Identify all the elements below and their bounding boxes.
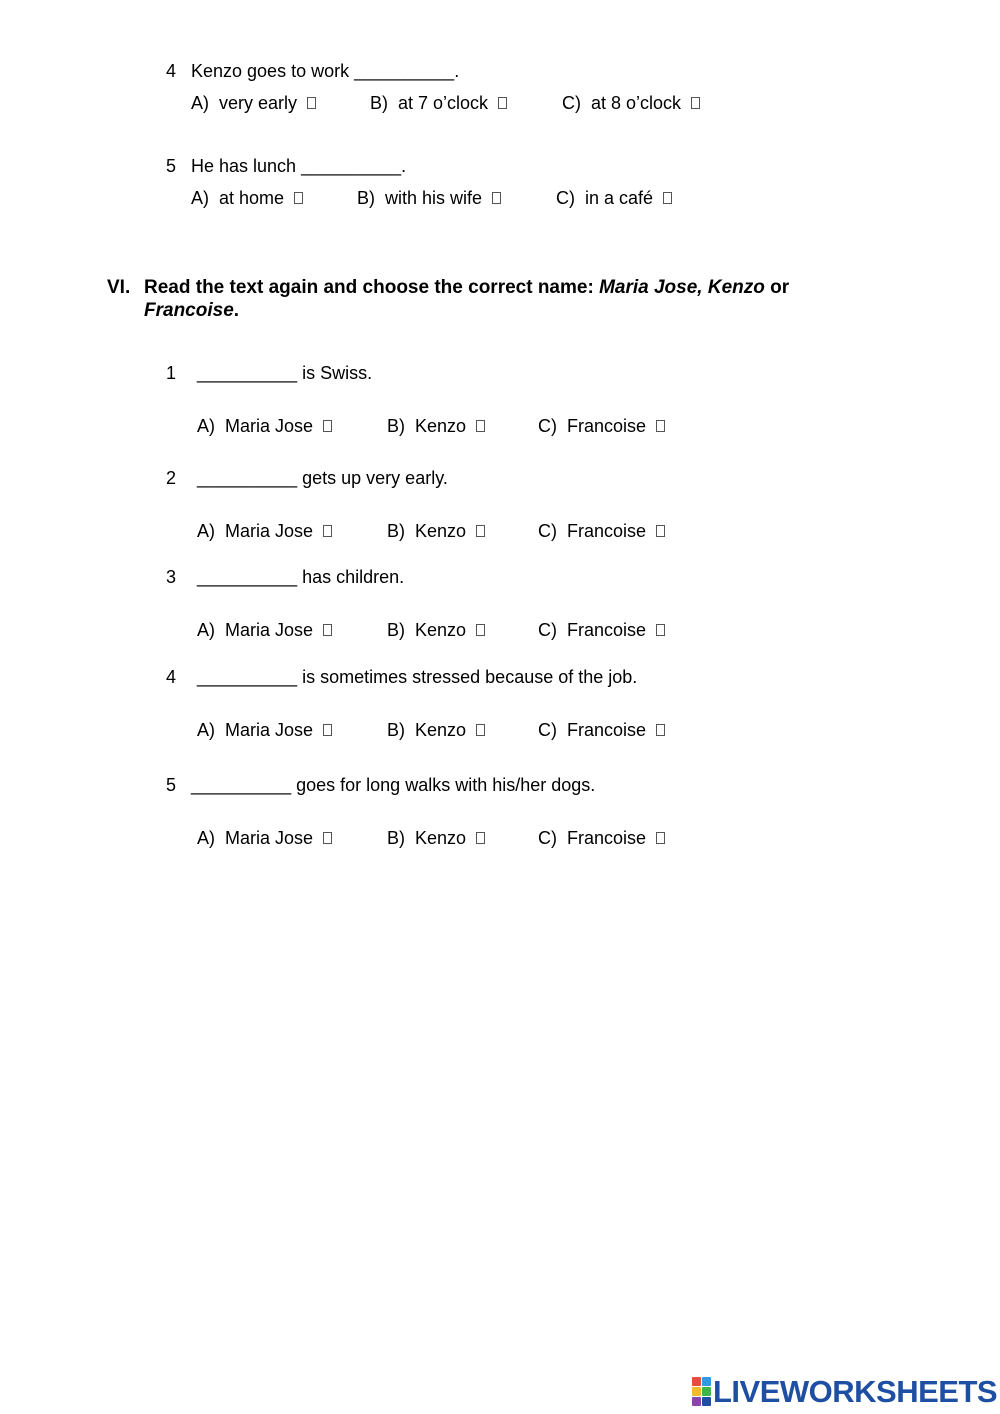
question-number: 1 xyxy=(166,363,177,383)
checkbox[interactable] xyxy=(476,724,485,736)
checkbox[interactable] xyxy=(323,420,332,432)
question-text: Kenzo goes to work __________. xyxy=(191,61,460,81)
checkbox[interactable] xyxy=(498,97,507,109)
option-a[interactable]: A) Maria Jose xyxy=(197,621,332,639)
checkbox[interactable] xyxy=(294,192,303,204)
section-numeral: VI. xyxy=(107,277,131,298)
question-number: 4 xyxy=(166,61,177,81)
question-number: 2 xyxy=(166,468,177,488)
checkbox[interactable] xyxy=(323,624,332,636)
question-text: __________ is sometimes stressed because of the job. xyxy=(197,667,638,687)
checkbox[interactable] xyxy=(656,624,665,636)
checkbox[interactable] xyxy=(476,832,485,844)
question-number: 5 xyxy=(166,156,177,176)
name-list: Maria Jose, Kenzo xyxy=(599,277,765,298)
option-b[interactable]: B) Kenzo xyxy=(387,721,485,739)
question-text: He has lunch __________. xyxy=(191,156,407,176)
question-number: 5 xyxy=(166,775,177,795)
option-b[interactable]: B) at 7 o’clock xyxy=(370,94,507,112)
checkbox[interactable] xyxy=(323,724,332,736)
option-c[interactable]: C) at 8 o’clock xyxy=(562,94,700,112)
checkbox[interactable] xyxy=(656,832,665,844)
answer-blank: __________ xyxy=(197,567,298,587)
checkbox[interactable] xyxy=(656,525,665,537)
option-a[interactable]: A) at home xyxy=(191,189,303,207)
answer-blank: __________ xyxy=(191,775,292,795)
checkbox[interactable] xyxy=(323,832,332,844)
option-c[interactable]: C) Francoise xyxy=(538,621,665,639)
option-b[interactable]: B) Kenzo xyxy=(387,417,485,435)
question-text: __________ goes for long walks with his/her dogs. xyxy=(191,775,596,795)
option-b[interactable]: B) Kenzo xyxy=(387,522,485,540)
question-number: 3 xyxy=(166,567,177,587)
option-c[interactable]: C) Francoise xyxy=(538,829,665,847)
option-b[interactable]: B) Kenzo xyxy=(387,621,485,639)
checkbox[interactable] xyxy=(656,724,665,736)
checkbox[interactable] xyxy=(656,420,665,432)
answer-blank: __________ xyxy=(197,468,298,488)
checkbox[interactable] xyxy=(476,624,485,636)
option-c[interactable]: C) Francoise xyxy=(538,721,665,739)
question-number: 4 xyxy=(166,667,177,687)
option-a[interactable]: A) Maria Jose xyxy=(197,721,332,739)
brand-text: LIVEWORKSHEETS xyxy=(713,1374,998,1409)
logo-square xyxy=(702,1377,711,1386)
logo-square xyxy=(692,1377,701,1386)
answer-blank: __________ xyxy=(197,667,298,687)
option-b[interactable]: B) with his wife xyxy=(357,189,501,207)
question-text: __________ gets up very early. xyxy=(197,468,448,488)
question-text: __________ has children. xyxy=(197,567,405,587)
last-name: Francoise xyxy=(144,300,234,321)
option-a[interactable]: A) Maria Jose xyxy=(197,829,332,847)
checkbox[interactable] xyxy=(323,525,332,537)
logo-square xyxy=(692,1387,701,1396)
checkbox[interactable] xyxy=(307,97,316,109)
option-c[interactable]: C) in a café xyxy=(556,189,672,207)
option-a[interactable]: A) Maria Jose xyxy=(197,417,332,435)
liveworksheets-logo xyxy=(692,1376,997,1407)
logo-icon xyxy=(692,1377,711,1406)
option-a[interactable]: A) Maria Jose xyxy=(197,522,332,540)
checkbox[interactable] xyxy=(691,97,700,109)
logo-square xyxy=(692,1397,701,1406)
option-c[interactable]: C) Francoise xyxy=(538,417,665,435)
checkbox[interactable] xyxy=(476,420,485,432)
question-text: __________ is Swiss. xyxy=(197,363,373,383)
option-b[interactable]: B) Kenzo xyxy=(387,829,485,847)
logo-square xyxy=(702,1397,711,1406)
option-a[interactable]: A) very early xyxy=(191,94,316,112)
checkbox[interactable] xyxy=(663,192,672,204)
logo-square xyxy=(702,1387,711,1396)
answer-blank: __________ xyxy=(197,363,298,383)
section-instruction: Read the text again and choose the correct name: Maria Jose, Kenzo or Francoise. xyxy=(144,277,790,321)
checkbox[interactable] xyxy=(476,525,485,537)
checkbox[interactable] xyxy=(492,192,501,204)
option-c[interactable]: C) Francoise xyxy=(538,522,665,540)
